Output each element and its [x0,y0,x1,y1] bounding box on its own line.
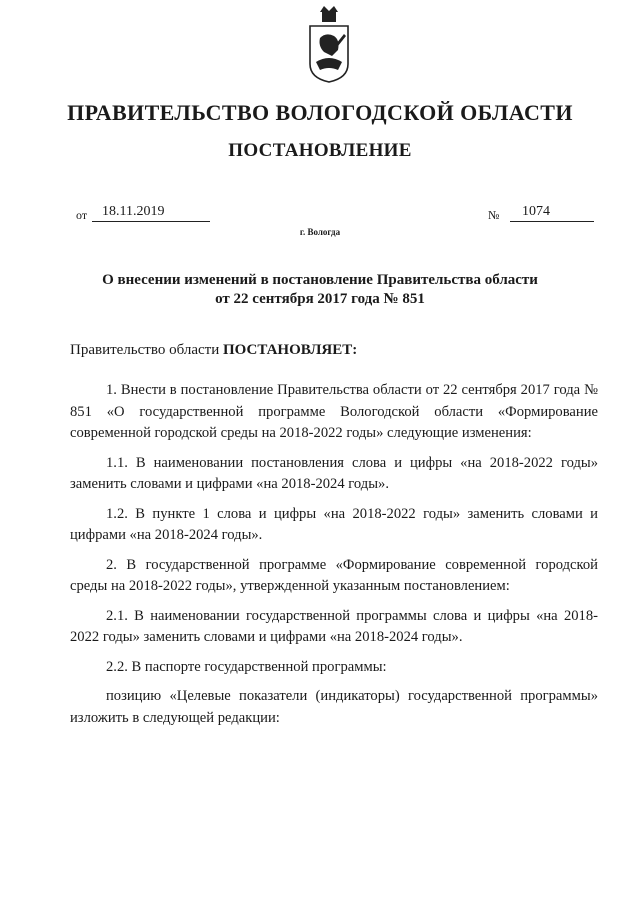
organization-name: ПРАВИТЕЛЬСТВО ВОЛОГОДСКОЙ ОБЛАСТИ [67,100,573,125]
document-body [70,380,598,737]
paragraph: 2.1. В наименовании государственной программы слова и цифры «на 2018-2022 годы» заменить словами и цифрами «на 2018-2024 годы». [70,607,598,645]
document-subject [60,271,580,309]
subject-line-1: О внесении изменений в постановление Правительства области [102,272,538,288]
paragraph: 1. Внести в постановление Правительства области от 22 сентября 2017 года № 851 «О государственной программе Вологодской области «Формирование современной городской среды на 2018-2022 годы» следующие изменения: [70,382,598,441]
subject-line-2: от 22 сентября 2017 года № 851 [215,291,425,307]
paragraph: 1.1. В наименовании постановления слова и цифры «на 2018-2022 годы» заменить словами и цифрами «на 2018-2024 годы». [70,454,598,492]
paragraph: позицию «Целевые показатели (индикаторы) государственной программы» изложить в следующей редакции: [70,688,598,726]
paragraph: 2.2. В паспорте государственной программы: [106,658,387,675]
preamble-text: Правительство области [70,342,223,358]
document-date: 18.11.2019 [92,204,210,222]
date-label: от [76,208,88,222]
paragraph: 1.2. В пункте 1 слова и цифры «на 2018-2022 годы» заменить словами и цифрами «на 2018-2024 годы». [70,505,598,543]
number-label: № [488,208,500,222]
paragraph: 2. В государственной программе «Формирование современной городской среды на 2018-2022 годы», утвержденной указанным постановлением: [70,556,598,594]
document-type: ПОСТАНОВЛЕНИЕ [228,140,412,161]
preamble [70,342,357,359]
coat-of-arms-icon [302,4,356,84]
preamble-verb: ПОСТАНОВЛЯЕТ: [222,342,358,358]
city: г. Вологда [299,227,341,237]
document-number: 1074 [510,204,594,222]
